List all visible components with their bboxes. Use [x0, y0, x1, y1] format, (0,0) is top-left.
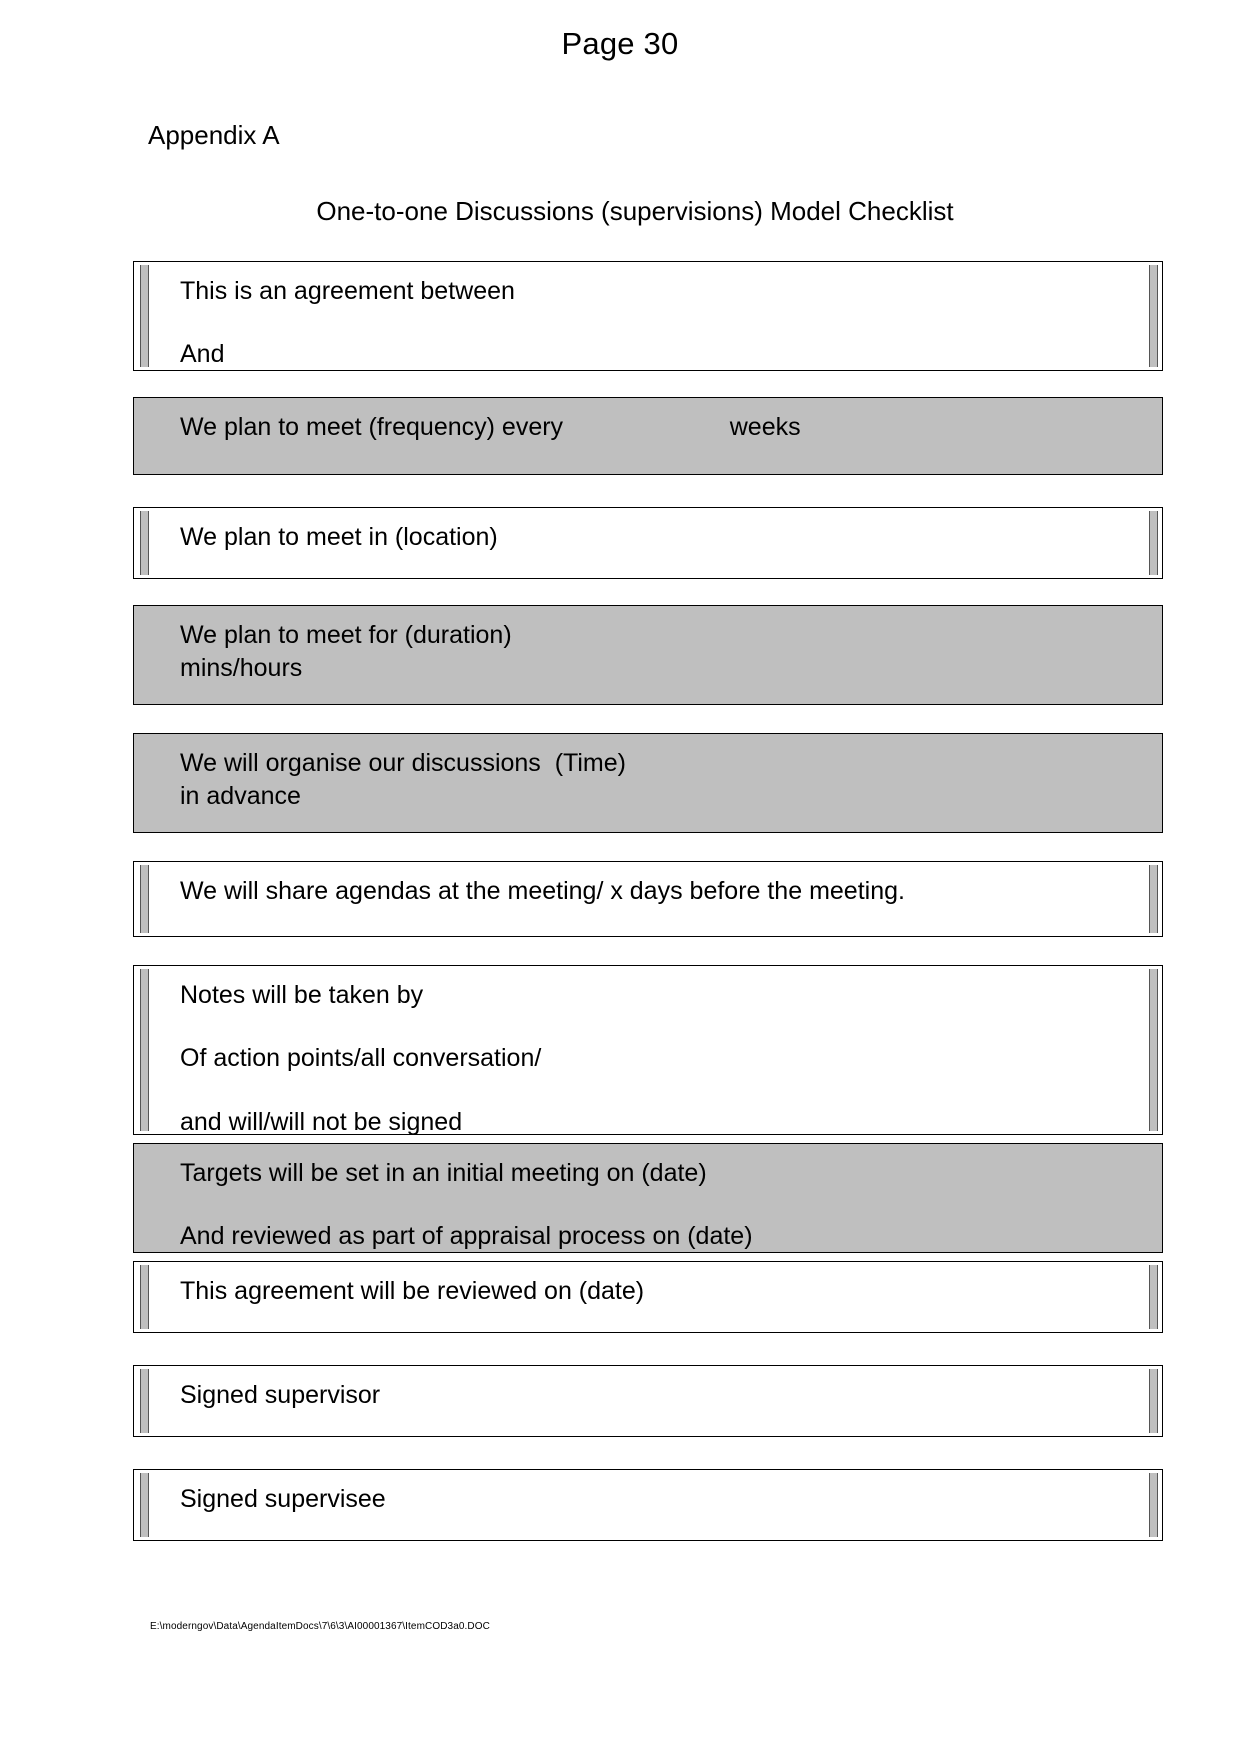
- box-line: Signed supervisor: [180, 1381, 381, 1409]
- box-line: This agreement will be reviewed on (date): [180, 1277, 645, 1305]
- checklist-box: [133, 733, 1163, 833]
- box-right-rule: [1149, 265, 1158, 367]
- checklist-boxes: [133, 261, 1163, 1541]
- checklist-box: [133, 1365, 1163, 1437]
- box-line: Notes will be taken by: [180, 981, 424, 1009]
- checklist-box: [133, 507, 1163, 579]
- appendix-label: Appendix A: [148, 120, 280, 150]
- box-line: We plan to meet for (duration): [180, 621, 512, 649]
- box-left-rule: [140, 511, 149, 575]
- checklist-box: [133, 861, 1163, 937]
- box-line: And reviewed as part of appraisal process on (date): [180, 1222, 753, 1251]
- box-left-rule: [140, 1265, 149, 1329]
- page-title: One-to-one Discussions (supervisions) Model Checklist: [316, 196, 954, 226]
- box-left-rule: [140, 1473, 149, 1537]
- box-left-rule: [140, 969, 149, 1131]
- box-line: We will organise our discussions (Time): [180, 749, 626, 777]
- box-line: Signed supervisee: [180, 1485, 386, 1513]
- box-right-rule: [1149, 969, 1158, 1131]
- box-left-rule: [140, 265, 149, 367]
- box-line: We plan to meet in (location): [180, 523, 498, 551]
- box-line: in advance: [180, 782, 301, 811]
- checklist-box: [133, 261, 1163, 371]
- box-line: We plan to meet (frequency) every weeks: [180, 413, 801, 441]
- page-number-header: Page 30: [561, 26, 679, 61]
- box-line: mins/hours: [180, 654, 303, 683]
- box-line: We will share agendas at the meeting/ x days before the meeting.: [180, 877, 905, 905]
- box-line: And: [180, 340, 225, 369]
- checklist-box: [133, 397, 1163, 475]
- checklist-box: [133, 965, 1163, 1135]
- checklist-box: [133, 605, 1163, 705]
- box-line: Targets will be set in an initial meeting on (date): [180, 1159, 707, 1187]
- box-line: Of action points/all conversation/: [180, 1044, 542, 1073]
- box-left-rule: [140, 865, 149, 933]
- box-right-rule: [1149, 865, 1158, 933]
- checklist-box: [133, 1143, 1163, 1253]
- checklist-box: [133, 1261, 1163, 1333]
- box-right-rule: [1149, 1369, 1158, 1433]
- footer-file-path: E:\moderngov\Data\AgendaItemDocs\7\6\3\AI00001367\ItemCOD3a0.DOC: [150, 1621, 490, 1632]
- box-left-rule: [140, 1369, 149, 1433]
- box-right-rule: [1149, 511, 1158, 575]
- box-right-rule: [1149, 1473, 1158, 1537]
- box-line: This is an agreement between: [180, 277, 515, 305]
- box-line: and will/will not be signed: [180, 1107, 463, 1136]
- checklist-box: [133, 1469, 1163, 1541]
- box-right-rule: [1149, 1265, 1158, 1329]
